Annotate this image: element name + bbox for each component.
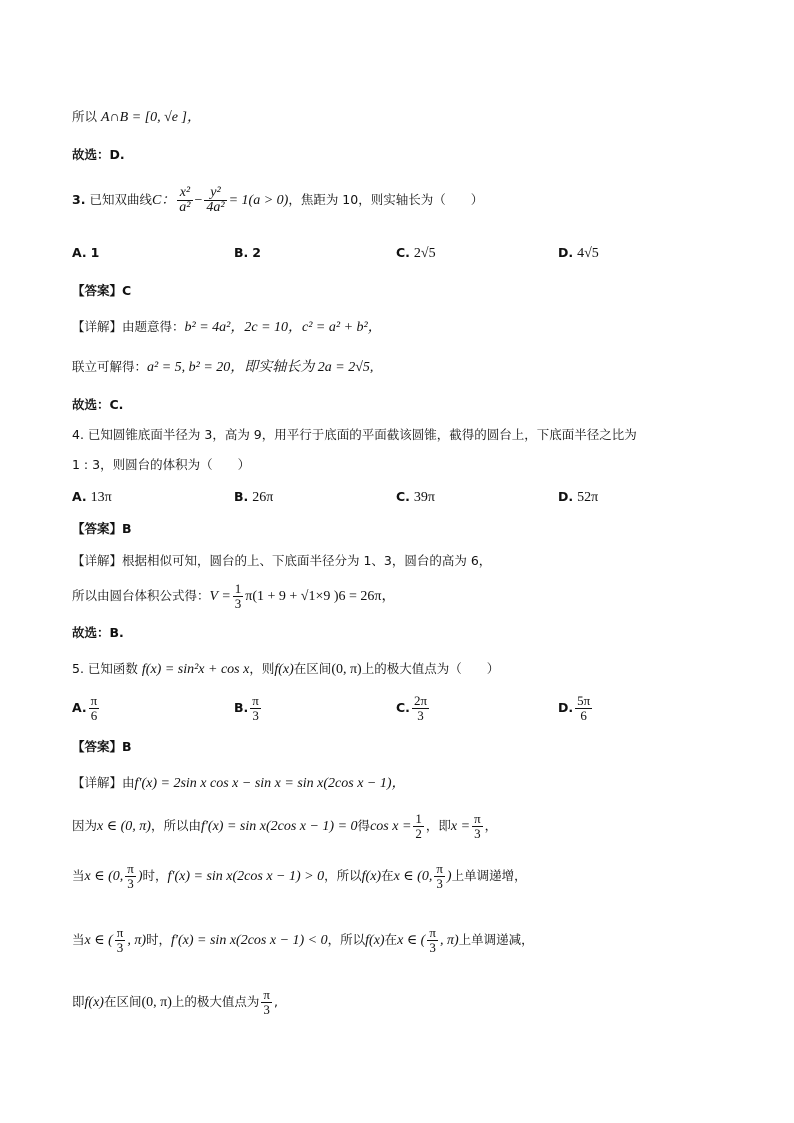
text: ，所以 bbox=[324, 868, 362, 883]
detail-5-conclusion bbox=[72, 988, 278, 1017]
denominator: 3 bbox=[429, 940, 436, 955]
minus-sign: − bbox=[194, 193, 203, 208]
interval: (0, π) bbox=[331, 662, 362, 677]
function-def: f(x) = sin²x + cos x bbox=[141, 662, 250, 677]
denominator: a² bbox=[179, 200, 191, 215]
math: x ∈ (0, π) bbox=[97, 819, 151, 834]
option-fraction bbox=[412, 694, 429, 723]
solution-line-intersection bbox=[72, 108, 201, 127]
volume-v: V = bbox=[209, 589, 231, 604]
math: f(x) bbox=[361, 869, 382, 884]
choose-d: 故选：D. bbox=[72, 147, 125, 162]
text: 所以 bbox=[72, 109, 98, 124]
text: ， bbox=[484, 818, 498, 833]
option-a bbox=[72, 488, 112, 507]
option-d bbox=[558, 694, 594, 723]
question-3-stem bbox=[72, 186, 483, 215]
choose-b: 故选：B. bbox=[72, 625, 124, 640]
fraction-x2-a2 bbox=[177, 186, 192, 215]
stem-text: 已知双曲线 bbox=[89, 192, 152, 207]
denominator: 6 bbox=[580, 708, 587, 723]
option-label: A. bbox=[72, 700, 87, 715]
question-5-stem bbox=[72, 660, 499, 679]
answer-4: 【答案】B bbox=[72, 521, 132, 536]
fraction-pi-third bbox=[434, 862, 445, 891]
numerator: 2π bbox=[413, 693, 428, 708]
formula-label: 所以由圆台体积公式得： bbox=[72, 588, 210, 603]
text: 得 bbox=[357, 818, 371, 833]
stem-text-end: ，焦距为 10，则实轴长为（ ） bbox=[288, 192, 484, 207]
fraction-pi-third bbox=[472, 812, 483, 841]
math: f(x) bbox=[365, 933, 385, 948]
option-value: 13π bbox=[90, 490, 112, 505]
option-label: B. bbox=[234, 489, 249, 504]
math: ) bbox=[446, 869, 452, 884]
text: 上的极大值点为 bbox=[171, 994, 260, 1009]
option-c bbox=[396, 244, 436, 263]
denominator: 3 bbox=[252, 708, 259, 723]
stem-text-end: 上的极大值点为（ ） bbox=[361, 661, 500, 676]
detail-5-derivative bbox=[72, 774, 406, 793]
text: 在区间 bbox=[103, 994, 142, 1009]
option-label: A. bbox=[72, 245, 87, 260]
text: 上单调递增， bbox=[451, 868, 527, 883]
question-4-stem-line1: 4. 已知圆锥底面半径为 3，高为 9，用平行于底面的平面截该圆锥，截得的圆台上，下底面半径之比为 bbox=[72, 427, 637, 442]
numerator: π bbox=[429, 925, 436, 940]
option-label: B. bbox=[234, 700, 249, 715]
option-fraction bbox=[250, 694, 261, 723]
combine-label: 联立可解得： bbox=[72, 359, 148, 374]
option-value: 4√5 bbox=[577, 246, 599, 261]
curve-name: C： bbox=[151, 193, 176, 208]
math: x ∈ ( bbox=[84, 933, 113, 948]
option-a bbox=[72, 694, 101, 723]
numerator: π bbox=[436, 861, 443, 876]
option-value: 1 bbox=[90, 245, 100, 260]
stem-text: ，则 bbox=[249, 661, 275, 676]
numerator: 1 bbox=[415, 811, 422, 826]
denominator: 3 bbox=[417, 708, 424, 723]
denominator: 3 bbox=[263, 1002, 270, 1017]
option-label: C. bbox=[396, 245, 410, 260]
stem-text: 在区间 bbox=[293, 661, 332, 676]
numerator: π bbox=[252, 693, 259, 708]
question-number: 3. bbox=[72, 192, 86, 207]
option-fraction bbox=[575, 694, 592, 723]
option-label: C. bbox=[396, 700, 410, 715]
math: f(x) bbox=[84, 995, 104, 1010]
detail-3 bbox=[72, 318, 382, 337]
stem-text: 5. 已知函数 bbox=[72, 661, 138, 676]
combine-3 bbox=[72, 358, 373, 377]
choose-c: 故选：C. bbox=[72, 397, 124, 412]
math: , π) bbox=[439, 933, 459, 948]
text: , bbox=[273, 994, 278, 1009]
math: x ∈ (0, bbox=[84, 869, 124, 884]
option-b bbox=[234, 244, 261, 262]
question-4-stem-line2: 1 : 3，则圆台的体积为（ ） bbox=[72, 457, 251, 472]
text: ，所以由 bbox=[150, 818, 201, 833]
denominator: 3 bbox=[127, 876, 134, 891]
detail-5-decreasing bbox=[72, 926, 534, 955]
option-value: 2 bbox=[252, 245, 261, 260]
detail-label: 【详解】由 bbox=[72, 775, 135, 790]
math: (0, π) bbox=[141, 995, 172, 1010]
option-value: 2√5 bbox=[413, 246, 436, 261]
option-value: 39π bbox=[413, 490, 435, 505]
function-name: f(x) bbox=[274, 662, 294, 677]
numerator: π bbox=[263, 987, 270, 1002]
text: 时， bbox=[142, 868, 168, 883]
option-d bbox=[558, 488, 598, 507]
option-value: 26π bbox=[252, 490, 274, 505]
numerator: π bbox=[127, 861, 134, 876]
text: 在 bbox=[381, 868, 394, 883]
option-label: A. bbox=[72, 489, 87, 504]
option-b bbox=[234, 488, 273, 507]
volume-formula bbox=[72, 582, 396, 611]
text: 因为 bbox=[72, 818, 98, 833]
denominator: 4a² bbox=[206, 200, 225, 215]
option-d bbox=[558, 244, 599, 263]
detail-4: 【详解】根据相似可知，圆台的上、下底面半径分为 1、3，圆台的高为 6， bbox=[72, 553, 492, 568]
option-a bbox=[72, 244, 99, 262]
option-c bbox=[396, 488, 435, 507]
math: cos x = bbox=[370, 819, 412, 834]
math: f′(x) = sin x(2cos x − 1) > 0 bbox=[167, 869, 325, 884]
detail-label: 【详解】由题意得： bbox=[72, 319, 185, 334]
math: f′(x) = sin x(2cos x − 1) < 0 bbox=[171, 933, 328, 948]
text: ，即 bbox=[425, 818, 451, 833]
math: x ∈ ( bbox=[397, 933, 426, 948]
text: 在 bbox=[384, 932, 398, 947]
text: 当 bbox=[72, 932, 85, 947]
detail-math: b² = 4a²，2c = 10，c² = a² + b²， bbox=[184, 320, 382, 335]
text: 即 bbox=[72, 994, 85, 1009]
numerator: π bbox=[474, 811, 481, 826]
numerator: y² bbox=[204, 186, 226, 201]
equation-rhs: = 1(a > 0) bbox=[228, 193, 289, 208]
option-b bbox=[234, 694, 263, 723]
denominator: 3 bbox=[474, 826, 481, 841]
fraction-y2-4a2 bbox=[204, 186, 226, 215]
fraction-pi-third bbox=[115, 926, 126, 955]
denominator: 6 bbox=[90, 708, 98, 723]
combine-math: a² = 5, b² = 20，即实轴长为 2a = 2√5, bbox=[147, 360, 374, 375]
option-c bbox=[396, 694, 431, 723]
option-label: D. bbox=[558, 489, 574, 504]
fraction-one-third bbox=[233, 582, 244, 611]
math: x = bbox=[450, 819, 471, 834]
detail-5-increasing bbox=[72, 862, 527, 891]
derivative: f′(x) = 2sin x cos x − sin x = sin x(2cos x − 1)， bbox=[134, 776, 406, 791]
math: ) bbox=[137, 869, 143, 884]
numerator: 5π bbox=[577, 693, 591, 708]
numerator: π bbox=[116, 925, 124, 940]
fraction-pi-third bbox=[125, 862, 136, 891]
text: ，所以 bbox=[327, 932, 366, 947]
math: x ∈ (0, bbox=[393, 869, 433, 884]
answer-5: 【答案】B bbox=[72, 739, 132, 754]
math: f′(x) = sin x(2cos x − 1) = 0 bbox=[200, 819, 358, 834]
fraction-pi-third bbox=[427, 926, 438, 955]
option-fraction bbox=[89, 694, 100, 723]
detail-5-critical-point bbox=[72, 812, 497, 841]
denominator: 2 bbox=[415, 826, 422, 841]
math: , π) bbox=[127, 933, 147, 948]
numerator: x² bbox=[177, 186, 192, 201]
volume-expression: π(1 + 9 + √1×9 )6 = 26π， bbox=[245, 589, 396, 604]
numerator: π bbox=[90, 693, 98, 708]
fraction-pi-third bbox=[261, 988, 272, 1017]
denominator: 3 bbox=[234, 596, 242, 611]
denominator: 3 bbox=[436, 876, 443, 891]
option-label: D. bbox=[558, 245, 574, 260]
option-label: B. bbox=[234, 245, 249, 260]
denominator: 3 bbox=[116, 940, 124, 955]
option-label: C. bbox=[396, 489, 410, 504]
option-value: 52π bbox=[577, 490, 599, 505]
text: 上单调递减， bbox=[458, 932, 534, 947]
math-expression: A∩B = [0, √e ]， bbox=[101, 110, 201, 125]
fraction-one-half bbox=[413, 812, 424, 841]
text: 当 bbox=[72, 868, 85, 883]
text: 时， bbox=[146, 932, 172, 947]
numerator: 1 bbox=[234, 581, 242, 596]
answer-3: 【答案】C bbox=[72, 283, 132, 298]
option-label: D. bbox=[558, 700, 574, 715]
